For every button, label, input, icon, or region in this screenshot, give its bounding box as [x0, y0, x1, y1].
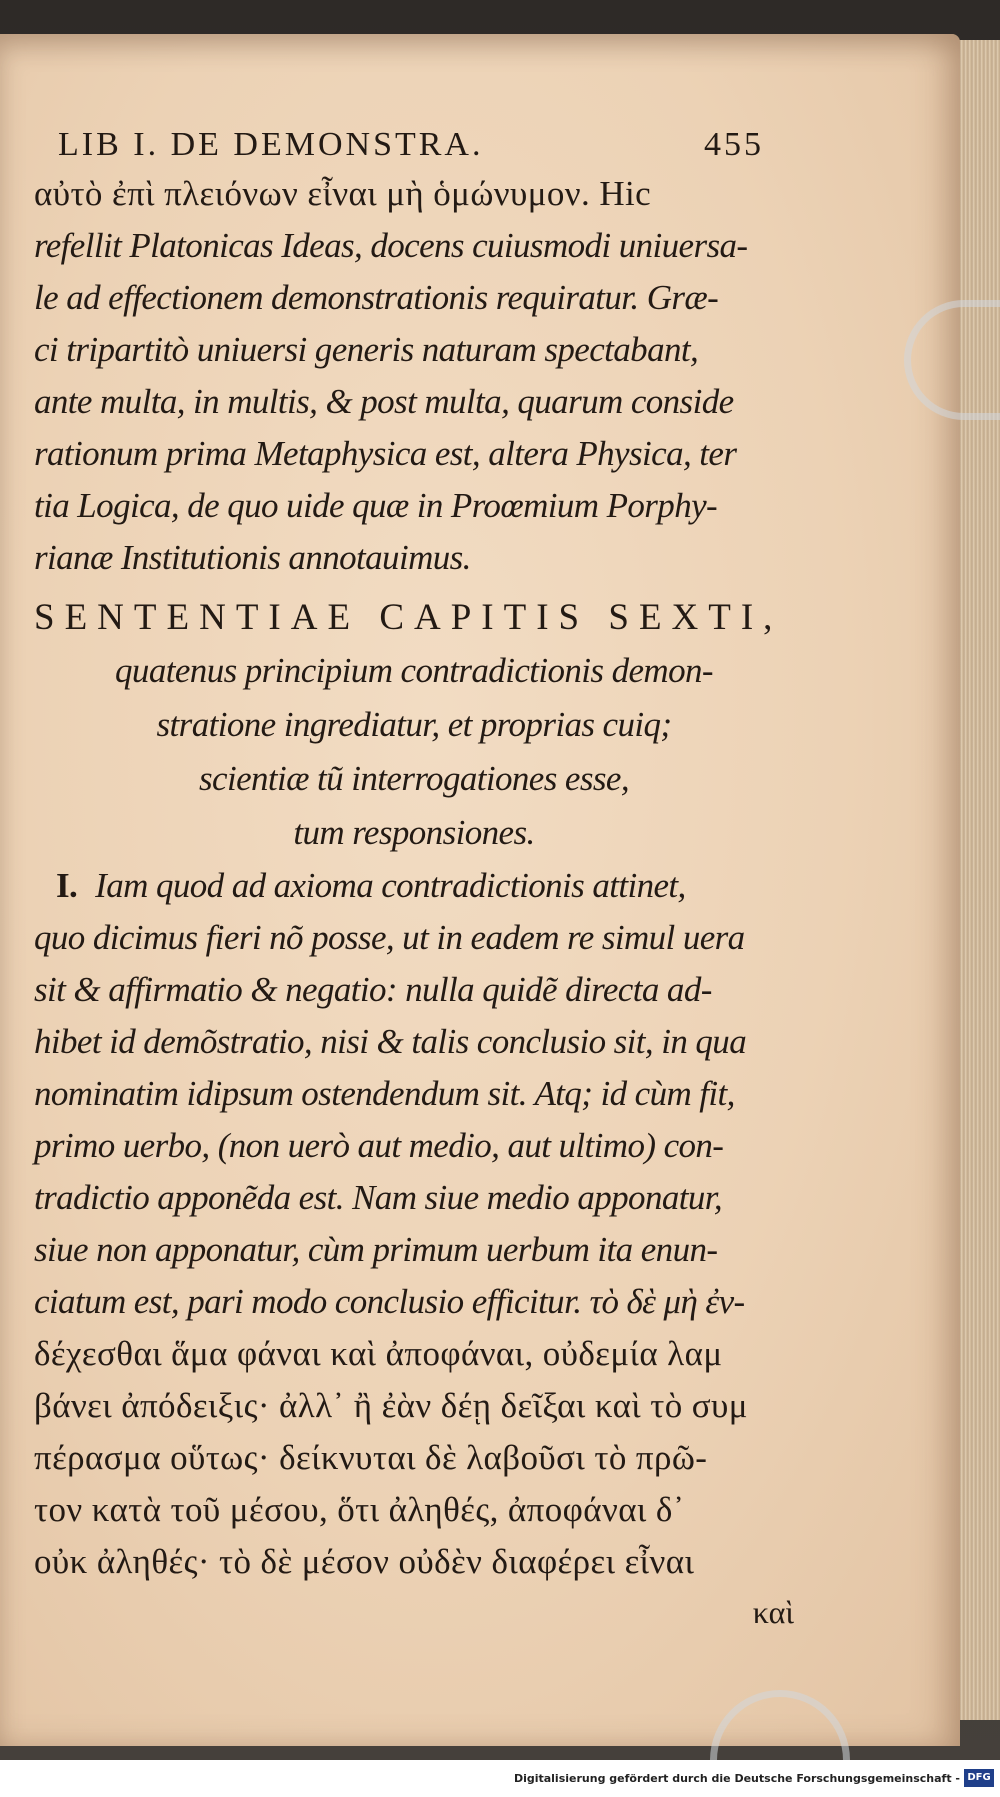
text-line: ci tripartitò uniuersi generis naturam spectabant, [34, 330, 699, 369]
greek-line: τον κατὰ τοῦ μέσου, ὅτι ἀληθές, ἀποφάναι δ᾽ [34, 1490, 685, 1529]
text-line: tia Logica, de quo uide quæ in Proœmium Porphy- [34, 486, 718, 525]
text-line: ciatum est, pari modo conclusio efficitur. τὸ δὲ μὴ ἐν- [34, 1282, 745, 1321]
greek-line: πέρασμα οὕτως· δείκνυται δὲ λαβοῦσι τὸ πρῶ- [34, 1438, 708, 1477]
running-head-title: LIB I. DE DEMONSTRA. [58, 126, 484, 163]
section-subheading-line: tum responsiones. [293, 813, 535, 852]
text-line: αὐτὸ ἐπὶ πλειόνων εἶναι μὴ ὁμώνυμον. Hic [34, 174, 652, 213]
section-subheading-line: scientiæ tũ interrogationes esse, [199, 759, 629, 798]
text-line: rationum prima Metaphysica est, altera Physica, ter [34, 434, 737, 473]
page-text [34, 126, 794, 1636]
greek-line: οὐκ ἀληθές· τὸ δὲ μέσον οὐδὲν διαφέρει εἶναι [34, 1542, 695, 1581]
text-line: hibet id demõstratio, nisi & talis conclusio sit, in qua [34, 1022, 747, 1061]
text-line: sit & affirmatio & negatio: nulla quidẽ directa ad- [34, 970, 712, 1009]
text-line: rianæ Institutionis annotauimus. [34, 538, 471, 577]
footer-credit: Digitalisierung gefördert durch die Deutsche Forschungsgemeinschaft - [513, 1772, 960, 1785]
text-line: quo dicimus fieri nõ posse, ut in eadem re simul uera [34, 918, 745, 957]
section-heading: SENTENTIAE CAPITIS SEXTI, [34, 597, 783, 638]
text-line: tradictio apponẽda est. Nam siue medio apponatur, [34, 1178, 723, 1217]
text-line: Iam quod ad axioma contradictionis attinet, [95, 866, 686, 905]
text-line: ante multa, in multis, & post multa, quarum conside [34, 382, 734, 421]
text-line-first [34, 860, 794, 912]
dfg-logo: DFG [964, 1769, 994, 1787]
text-line: nominatim idipsum ostendendum sit. Atq; id cùm fit, [34, 1074, 735, 1113]
text-line: siue non apponatur, cùm primum uerbum ita enun- [34, 1230, 718, 1269]
section-subheading-line: quatenus principium contradictionis demon- [115, 651, 713, 690]
footer-bar [0, 1760, 1000, 1797]
text-line: primo uerbo, (non uerò aut medio, aut ultimo) con- [34, 1126, 724, 1165]
text-line: le ad effectionem demonstrationis requiratur. Græ- [34, 278, 719, 317]
catchword: καὶ [752, 1594, 794, 1630]
greek-line: βάνει ἀπόδειξις· ἀλλ᾽ ἢ ἐὰν δέῃ δεῖξαι καὶ τὸ συμ [34, 1386, 748, 1425]
running-head [58, 126, 764, 164]
item-number: I. [56, 866, 78, 905]
page-number: 455 [704, 126, 764, 163]
section-subheading-line: stratione ingrediatur, et proprias cuiq; [156, 705, 672, 744]
greek-line: δέχεσθαι ἅμα φάναι καὶ ἀποφάναι, οὐδεμία λαμ [34, 1334, 723, 1373]
text-line: refellit Platonicas Ideas, docens cuiusmodi uniuersa- [34, 226, 748, 265]
